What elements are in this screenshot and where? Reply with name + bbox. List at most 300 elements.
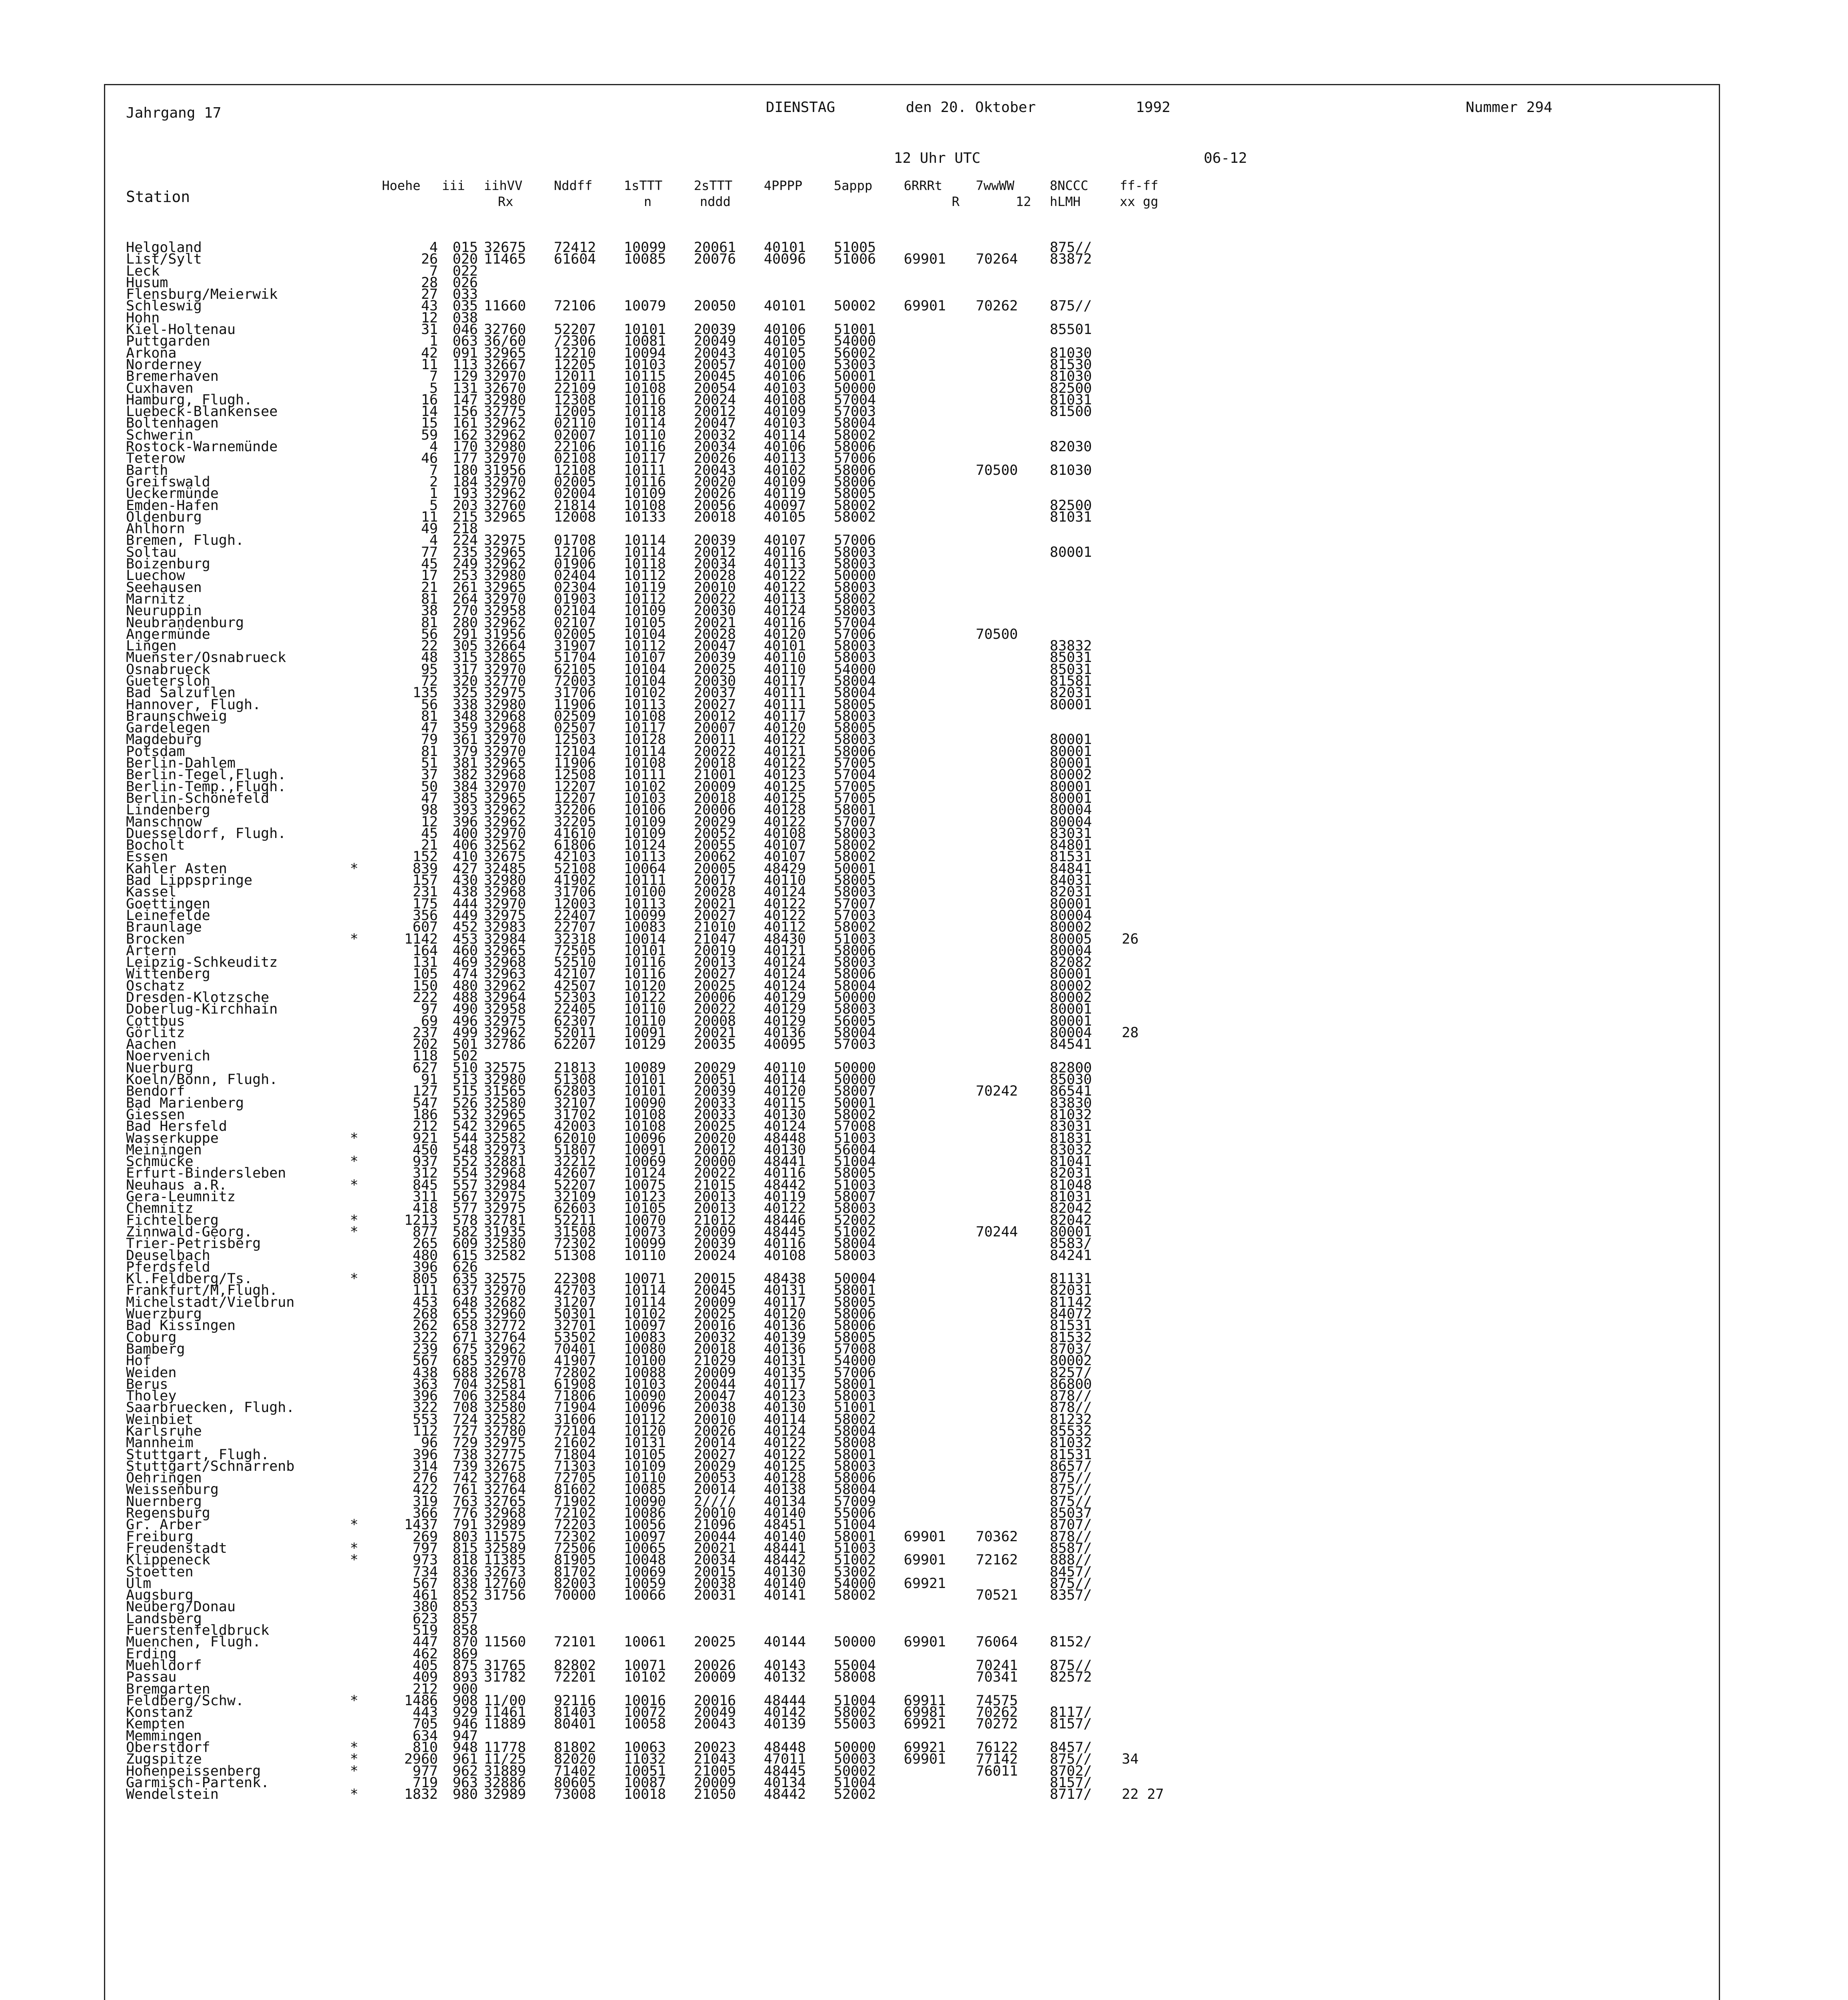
data-cell: 878// <box>1050 1388 1092 1404</box>
station-name: Mannheim <box>126 1435 194 1451</box>
data-cell: 70244 <box>976 1224 1018 1240</box>
data-cell: 83032 <box>1050 1142 1092 1158</box>
station-height: 1832 <box>404 1786 438 1803</box>
data-cell: 32968 <box>484 884 526 900</box>
data-cell: 58003 <box>834 1388 876 1404</box>
data-cell: 40122 <box>764 579 806 596</box>
data-cell: 80001 <box>1050 778 1092 795</box>
data-cell: 40111 <box>764 685 806 701</box>
data-cell: 54000 <box>834 1353 876 1369</box>
data-cell: 80605 <box>554 1774 596 1791</box>
data-cell: 57003 <box>834 1036 876 1053</box>
data-cell: 32580 <box>484 1095 526 1111</box>
station-name: Hannover, Flugh. <box>126 696 261 713</box>
col-hoehe: Hoehe <box>382 178 421 193</box>
col-iihvv: iihVV <box>484 178 523 193</box>
data-cell: 72705 <box>554 1470 596 1486</box>
mountain-marker: * <box>350 1130 359 1146</box>
data-cell: 72302 <box>554 1528 596 1545</box>
col-6rrrt: 6RRRt <box>904 178 943 193</box>
data-cell: 20009 <box>694 1669 736 1686</box>
station-name: Bad Hersfeld <box>126 1118 227 1135</box>
data-cell: 81232 <box>1050 1411 1092 1428</box>
data-cell: 20005 <box>694 860 736 877</box>
data-cell: 32984 <box>484 1177 526 1193</box>
station-height: 311 <box>412 1189 438 1205</box>
data-cell: 20029 <box>694 814 736 830</box>
data-cell: 20015 <box>694 1271 736 1287</box>
station-index: 526 <box>452 1095 478 1111</box>
station-name: Weinbiet <box>126 1411 194 1428</box>
data-cell: 12508 <box>554 767 596 783</box>
station-height: 56 <box>421 696 438 713</box>
data-cell: 40105 <box>764 345 806 361</box>
data-cell: 875// <box>1050 1482 1092 1498</box>
data-cell: 32980 <box>484 696 526 713</box>
station-name: Bremerhaven <box>126 368 219 385</box>
data-cell: 32980 <box>484 872 526 889</box>
data-cell: 81031 <box>1050 1189 1092 1205</box>
data-cell: 32575 <box>484 1271 526 1287</box>
station-name: Konstanz <box>126 1704 194 1721</box>
station-height: 150 <box>412 978 438 994</box>
data-cell: 58003 <box>834 638 876 654</box>
data-cell: 875// <box>1050 1493 1092 1510</box>
station-height: 1437 <box>404 1517 438 1533</box>
station-name: Berlin-Tegel,Flugh. <box>126 767 286 783</box>
station-index: 685 <box>452 1353 478 1369</box>
data-cell: 51704 <box>554 650 596 666</box>
data-cell: 20043 <box>694 1716 736 1732</box>
data-cell: 57006 <box>834 450 876 467</box>
data-cell: 48445 <box>764 1763 806 1779</box>
data-cell: 32765 <box>484 1493 526 1510</box>
station-name: Kempten <box>126 1716 185 1732</box>
station-index: 253 <box>452 568 478 584</box>
station-index: 544 <box>452 1130 478 1146</box>
data-cell: 8702/ <box>1050 1763 1092 1779</box>
data-cell: 32673 <box>484 1564 526 1580</box>
data-cell: 32970 <box>484 1353 526 1369</box>
data-cell: 80002 <box>1050 919 1092 936</box>
station-name: Freudenstadt <box>126 1540 227 1556</box>
station-height: 810 <box>412 1740 438 1756</box>
data-cell: 32983 <box>484 919 526 936</box>
data-cell: 40123 <box>764 767 806 783</box>
data-cell: 70262 <box>976 1704 1018 1721</box>
data-cell: 80001 <box>1050 732 1092 748</box>
data-cell: 20025 <box>694 978 736 994</box>
station-name: Michelstadt/Vielbrun <box>126 1294 295 1310</box>
mountain-marker: * <box>350 1740 359 1756</box>
data-cell: 48451 <box>764 1517 806 1533</box>
data-cell: 72003 <box>554 673 596 689</box>
data-cell: 10109 <box>624 814 666 830</box>
station-height: 31 <box>421 322 438 338</box>
data-cell: 58004 <box>834 1236 876 1252</box>
data-cell: 32962 <box>484 486 526 502</box>
data-cell: 40129 <box>764 1001 806 1018</box>
station-index: 567 <box>452 1189 478 1205</box>
data-cell: 52002 <box>834 1212 876 1228</box>
data-cell: 58003 <box>834 1001 876 1018</box>
data-cell: 58002 <box>834 427 876 443</box>
data-cell: 02007 <box>554 427 596 443</box>
data-cell: 83832 <box>1050 638 1092 654</box>
data-cell: 58001 <box>834 1282 876 1299</box>
station-height: 2 <box>429 474 438 490</box>
data-cell: 10097 <box>624 1528 666 1545</box>
data-cell: 81031 <box>1050 392 1092 408</box>
station-height: 396 <box>412 1388 438 1404</box>
data-cell: 20045 <box>694 368 736 385</box>
data-cell: 21029 <box>694 1353 736 1369</box>
data-cell: 54000 <box>834 333 876 350</box>
data-cell: 71804 <box>554 1446 596 1463</box>
station-height: 135 <box>412 685 438 701</box>
data-cell: 80001 <box>1050 755 1092 772</box>
data-cell: 40108 <box>764 1247 806 1264</box>
data-cell: 31956 <box>484 626 526 642</box>
data-cell: 80004 <box>1050 942 1092 959</box>
data-cell: 69921 <box>904 1716 946 1732</box>
data-cell: 80004 <box>1050 907 1092 924</box>
data-cell: 10065 <box>624 1540 666 1556</box>
station-height: 17 <box>421 568 438 584</box>
data-cell: 76064 <box>976 1634 1018 1650</box>
station-header: Station <box>126 188 190 206</box>
data-cell: 31782 <box>484 1669 526 1686</box>
station-name: Schmücke <box>126 1154 194 1170</box>
data-cell: 70521 <box>976 1587 1018 1604</box>
station-index: 962 <box>452 1763 478 1779</box>
data-cell: 50001 <box>834 860 876 877</box>
data-cell: 10106 <box>624 802 666 818</box>
data-cell: 10058 <box>624 1716 666 1732</box>
data-cell: 50301 <box>554 1306 596 1322</box>
station-height: 845 <box>412 1177 438 1193</box>
station-index: 900 <box>452 1681 478 1697</box>
data-cell: 70272 <box>976 1716 1018 1732</box>
data-cell: 57003 <box>834 907 876 924</box>
mountain-marker: * <box>350 1540 359 1556</box>
data-cell: 31756 <box>484 1587 526 1604</box>
data-cell: 20021 <box>694 614 736 631</box>
data-cell: 10124 <box>624 1165 666 1182</box>
station-index: 162 <box>452 427 478 443</box>
data-cell: 22 27 <box>1122 1786 1164 1803</box>
data-cell: 32886 <box>484 1774 526 1791</box>
data-cell: 20049 <box>694 1704 736 1721</box>
data-cell: 10112 <box>624 1411 666 1428</box>
data-cell: 57004 <box>834 392 876 408</box>
data-cell: 10117 <box>624 450 666 467</box>
data-cell: 58005 <box>834 720 876 736</box>
data-cell: 31706 <box>554 685 596 701</box>
station-name: Luechow <box>126 568 185 584</box>
data-cell: /2306 <box>554 333 596 350</box>
data-cell: 85031 <box>1050 650 1092 666</box>
station-index: 857 <box>452 1610 478 1627</box>
data-cell: 20033 <box>694 1106 736 1123</box>
data-cell: 20019 <box>694 942 736 959</box>
data-cell: 58004 <box>834 673 876 689</box>
station-height: 921 <box>412 1130 438 1146</box>
data-cell: 20027 <box>694 696 736 713</box>
data-cell: 20054 <box>694 380 736 396</box>
data-cell: 32970 <box>484 368 526 385</box>
data-cell: 32775 <box>484 404 526 420</box>
data-cell: 51003 <box>834 1177 876 1193</box>
data-cell: 40114 <box>764 1411 806 1428</box>
data-cell: 20009 <box>694 1294 736 1310</box>
station-height: 396 <box>412 1259 438 1275</box>
station-name: Angermünde <box>126 626 210 642</box>
data-cell: 72104 <box>554 1423 596 1439</box>
data-cell: 20026 <box>694 1423 736 1439</box>
issue-number: Nummer 294 <box>1466 99 1552 116</box>
data-cell: 40114 <box>764 1072 806 1088</box>
station-height: 461 <box>412 1587 438 1604</box>
data-cell: 40096 <box>764 251 806 268</box>
data-cell: 10109 <box>624 825 666 842</box>
data-cell: 51004 <box>834 1774 876 1791</box>
station-index: 552 <box>452 1154 478 1170</box>
data-cell: 20030 <box>694 603 736 619</box>
station-height: 363 <box>412 1376 438 1392</box>
col-1sttt: 1sTTT <box>624 178 663 193</box>
station-index: 361 <box>452 732 478 748</box>
data-cell: 10079 <box>624 298 666 314</box>
mountain-marker: * <box>350 1212 359 1228</box>
data-cell: 50002 <box>834 298 876 314</box>
station-name: Feldberg/Schw. <box>126 1692 244 1709</box>
data-cell: 32968 <box>484 1165 526 1182</box>
station-name: Erding <box>126 1646 177 1662</box>
station-name: Gr. Arber <box>126 1517 202 1533</box>
data-cell: 10110 <box>624 1013 666 1029</box>
station-height: 79 <box>421 732 438 748</box>
data-cell: 32675 <box>484 240 526 256</box>
station-height: 7 <box>429 368 438 385</box>
data-cell: 20006 <box>694 990 736 1006</box>
data-cell: 82500 <box>1050 497 1092 514</box>
station-height: 705 <box>412 1716 438 1732</box>
data-cell: 20016 <box>694 1692 736 1709</box>
station-height: 1486 <box>404 1692 438 1709</box>
station-name: Kl.Feldberg/Ts. <box>126 1271 253 1287</box>
station-index: 729 <box>452 1435 478 1451</box>
data-cell: 32962 <box>484 978 526 994</box>
data-cell: 32970 <box>484 591 526 607</box>
station-index: 582 <box>452 1224 478 1240</box>
station-height: 480 <box>412 1247 438 1264</box>
data-cell: 40117 <box>764 673 806 689</box>
station-name: Bremen, Flugh. <box>126 532 244 549</box>
data-cell: 58002 <box>834 837 876 854</box>
data-cell: 58002 <box>834 509 876 525</box>
station-height: 56 <box>421 626 438 642</box>
station-name: Erfurt-Bindersleben <box>126 1165 286 1182</box>
data-cell: 20047 <box>694 638 736 654</box>
data-cell: 52211 <box>554 1212 596 1228</box>
data-cell: 40121 <box>764 942 806 959</box>
data-cell: 72412 <box>554 240 596 256</box>
data-cell: 20029 <box>694 1458 736 1474</box>
station-height: 81 <box>421 614 438 631</box>
data-cell: 72106 <box>554 298 596 314</box>
station-name: Regensburg <box>126 1505 210 1522</box>
data-cell: 40124 <box>764 603 806 619</box>
data-cell: 20026 <box>694 1657 736 1674</box>
station-height: 81 <box>421 708 438 724</box>
station-name: Fuerstenfeldbruck <box>126 1622 270 1639</box>
data-cell: 40116 <box>764 1165 806 1182</box>
data-cell: 10091 <box>624 1024 666 1041</box>
data-cell: 20013 <box>694 1200 736 1217</box>
data-cell: 12207 <box>554 790 596 806</box>
data-cell: 50002 <box>834 1763 876 1779</box>
time-utc: 12 Uhr UTC <box>894 150 981 166</box>
station-height: 49 <box>421 521 438 537</box>
data-cell: 32670 <box>484 380 526 396</box>
data-cell: 20016 <box>694 1318 736 1334</box>
station-height: 7 <box>429 462 438 478</box>
station-name: Oldenburg <box>126 509 202 525</box>
data-cell: 20012 <box>694 708 736 724</box>
data-cell: 47011 <box>764 1751 806 1768</box>
data-cell: 32562 <box>484 837 526 854</box>
data-cell: 32965 <box>484 942 526 959</box>
data-cell: 20044 <box>694 1528 736 1545</box>
station-name: Giessen <box>126 1106 185 1123</box>
data-cell: 10091 <box>624 1142 666 1158</box>
data-cell: 12003 <box>554 896 596 912</box>
station-height: 396 <box>412 1446 438 1463</box>
data-cell: 62105 <box>554 661 596 678</box>
col-5appp: 5appp <box>834 178 873 193</box>
station-index: 929 <box>452 1704 478 1721</box>
data-cell: 41610 <box>554 825 596 842</box>
data-cell: 58006 <box>834 1470 876 1486</box>
data-cell: 72102 <box>554 1505 596 1522</box>
station-name: Neuhaus a.R. <box>126 1177 227 1193</box>
data-cell: 58007 <box>834 1083 876 1100</box>
station-name: Stuttgart/Schnarrenb <box>126 1458 295 1474</box>
data-cell: 82003 <box>554 1575 596 1592</box>
station-index: 963 <box>452 1774 478 1791</box>
data-cell: 10114 <box>624 1294 666 1310</box>
station-height: 422 <box>412 1482 438 1498</box>
data-cell: 20018 <box>694 755 736 772</box>
data-cell: 55003 <box>834 1716 876 1732</box>
data-cell: 40143 <box>764 1657 806 1674</box>
data-cell: 32965 <box>484 1118 526 1135</box>
station-name: Brocken <box>126 931 185 947</box>
data-cell: 40108 <box>764 825 806 842</box>
station-height: 1142 <box>404 931 438 947</box>
data-cell: 82042 <box>1050 1212 1092 1228</box>
data-cell: 40122 <box>764 814 806 830</box>
data-cell: 10112 <box>624 638 666 654</box>
data-cell: 58003 <box>834 825 876 842</box>
data-cell: 02507 <box>554 720 596 736</box>
data-cell: 40106 <box>764 322 806 338</box>
station-height: 634 <box>412 1728 438 1744</box>
data-cell: 22405 <box>554 1001 596 1018</box>
data-cell: 10102 <box>624 1669 666 1686</box>
data-cell: 32772 <box>484 1318 526 1334</box>
data-cell: 10059 <box>624 1575 666 1592</box>
data-cell: 40119 <box>764 1189 806 1205</box>
station-height: 4 <box>429 439 438 455</box>
data-cell: 32975 <box>484 1435 526 1451</box>
station-name: Berlin-Dahlem <box>126 755 236 772</box>
data-cell: 20028 <box>694 626 736 642</box>
data-cell: 51006 <box>834 251 876 268</box>
data-cell: 57006 <box>834 532 876 549</box>
data-cell: 32962 <box>484 614 526 631</box>
data-cell: 73008 <box>554 1786 596 1803</box>
station-name: Chemnitz <box>126 1200 194 1217</box>
station-index: 113 <box>452 356 478 373</box>
data-cell: 20028 <box>694 884 736 900</box>
data-cell: 51004 <box>834 1692 876 1709</box>
data-cell: 58004 <box>834 415 876 432</box>
data-cell: 57007 <box>834 814 876 830</box>
station-index: 177 <box>452 450 478 467</box>
data-cell: 8657/ <box>1050 1458 1092 1474</box>
station-name: Boltenhagen <box>126 415 219 432</box>
station-name: Trier-Petrisberg <box>126 1236 261 1252</box>
data-cell: 01906 <box>554 556 596 572</box>
station-index: 815 <box>452 1540 478 1556</box>
data-cell: 20011 <box>694 732 736 748</box>
data-cell: 32962 <box>484 1341 526 1357</box>
station-height: 319 <box>412 1493 438 1510</box>
station-height: 1 <box>429 333 438 350</box>
data-cell: 20007 <box>694 720 736 736</box>
data-cell: 20012 <box>694 544 736 560</box>
data-cell: 40129 <box>764 1013 806 1029</box>
data-cell: 74575 <box>976 1692 1018 1709</box>
data-cell: 57007 <box>834 896 876 912</box>
station-name: Leipzig-Schkeuditz <box>126 954 278 971</box>
data-cell: 40131 <box>764 1353 806 1369</box>
data-cell: 10108 <box>624 497 666 514</box>
jahrgang: Jahrgang 17 <box>126 105 222 121</box>
col-ffff: ff-ff <box>1120 178 1159 193</box>
data-cell: 40140 <box>764 1505 806 1522</box>
data-cell: 20035 <box>694 1036 736 1053</box>
data-cell: 58004 <box>834 685 876 701</box>
data-cell: 70362 <box>976 1528 1018 1545</box>
station-index: 499 <box>452 1024 478 1041</box>
data-cell: 20038 <box>694 1575 736 1592</box>
data-cell: 11889 <box>484 1716 526 1732</box>
station-index: 180 <box>452 462 478 478</box>
data-cell: 81581 <box>1050 673 1092 689</box>
data-cell: 58002 <box>834 1411 876 1428</box>
station-name: Greifswald <box>126 474 210 490</box>
station-index: 488 <box>452 990 478 1006</box>
data-cell: 10064 <box>624 860 666 877</box>
data-cell: 20025 <box>694 661 736 678</box>
mountain-marker: * <box>350 1154 359 1170</box>
data-cell: 58002 <box>834 1587 876 1604</box>
data-cell: 8152/ <box>1050 1634 1092 1650</box>
data-cell: 11/25 <box>484 1751 526 1768</box>
